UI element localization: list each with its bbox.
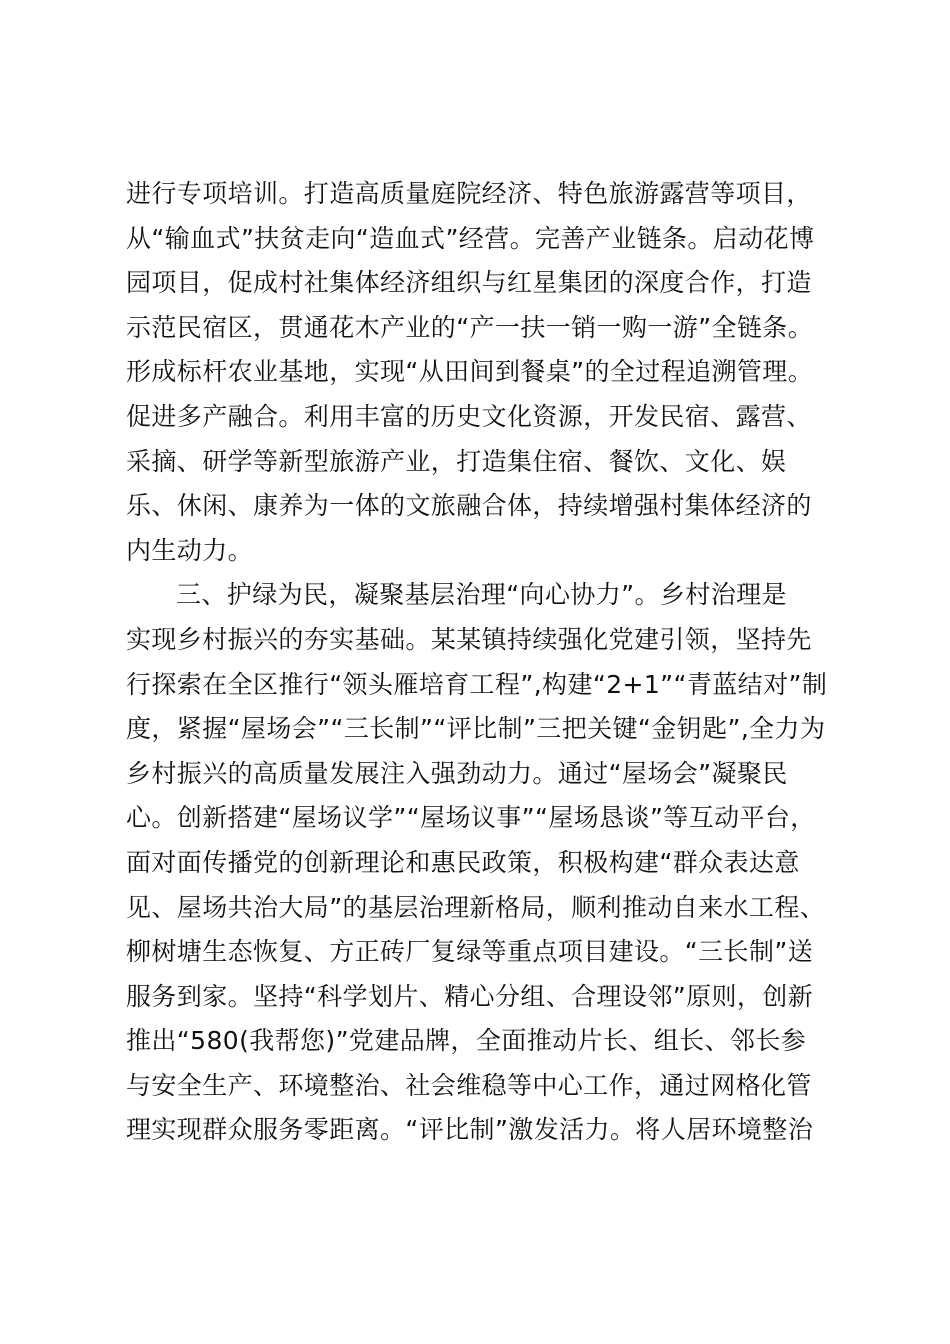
body-text <box>126 172 838 1153</box>
text-line: 进行专项培训。打造高质量庭院经济、特色旅游露营等项目， <box>126 179 812 208</box>
text-line: 采摘、研学等新型旅游产业，打造集住宿、餐饮、文化、娱 <box>126 446 787 476</box>
text-line: 乐、休闲、康养为一体的文旅融合体，持续增强村集体经济的 <box>126 491 812 521</box>
text-line: 心。创新搭建“屋场议学”“屋场议事”“屋场恳谈”等互动平台， <box>126 803 816 833</box>
text-line: 园项目，促成村社集体经济组织与红星集团的深度合作，打造 <box>126 268 812 298</box>
text-line: 见、屋场共治大局”的基层治理新格局，顺利推动自来水工程、 <box>126 892 826 922</box>
text-line: 乡村振兴的高质量发展注入强劲动力。通过“屋场会”凝聚民 <box>126 758 788 788</box>
text-line: 面对面传播党的创新理论和惠民政策，积极构建“群众表达意 <box>126 847 800 877</box>
text-line: 行探索在全区推行“领头雁培育工程”,构建“2+1”“青蓝结对”制 <box>126 669 828 699</box>
section-heading-line: 三、护绿为民，凝聚基层治理“向心协力”。乡村治理是 <box>176 580 787 610</box>
text-line: 实现乡村振兴的夯实基础。某某镇持续强化党建引领，坚持先 <box>126 624 812 654</box>
text-line: 与安全生产、环境整治、社会维稳等中心工作，通过网格化管 <box>126 1070 812 1100</box>
text-line: 内生动力。 <box>126 535 254 565</box>
text-line: 促进多产融合。利用丰富的历史文化资源，开发民宿、露营、 <box>126 401 812 431</box>
text-line: 形成标杆农业基地，实现“从田间到餐桌”的全过程追溯管理。 <box>126 357 814 387</box>
text-line: 理实现群众服务零距离。“评比制”激发活力。将人居环境整治 <box>126 1115 814 1145</box>
text-line: 服务到家。坚持“科学划片、精心分组、合理设邻”原则，创新 <box>126 981 814 1011</box>
text-line: 从“输血式”扶贫走向“造血式”经营。完善产业链条。启动花博 <box>126 223 815 253</box>
text-line: 示范民宿区，贯通花木产业的“产一扶一销一购一游”全链条。 <box>126 312 814 342</box>
text-line: 度，紧握“屋场会”“三长制”“评比制”三把关键“金钥匙”,全力为 <box>126 714 826 744</box>
text-line: 柳树塘生态恢复、方正砖厂复绿等重点项目建设。“三长制”送 <box>126 937 814 967</box>
text-line: 推出“580(我帮您)”党建品牌，全面推动片长、组长、邻长参 <box>126 1026 807 1056</box>
